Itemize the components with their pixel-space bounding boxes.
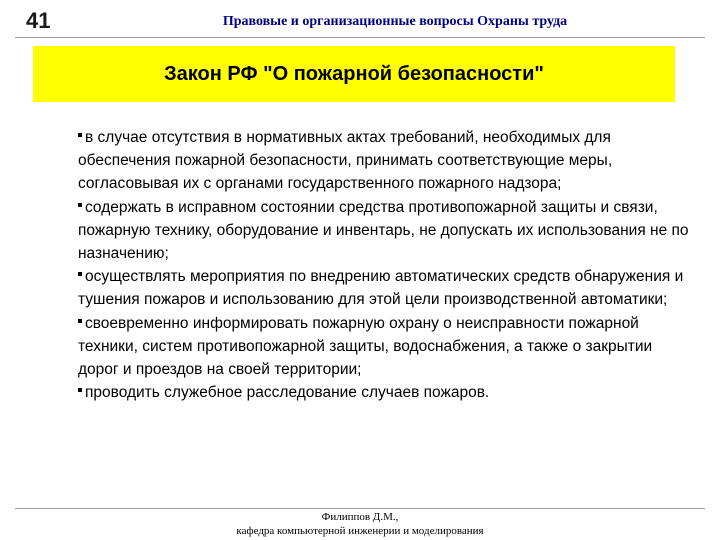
list-item xyxy=(78,126,690,196)
footer-author: Филиппов Д.М., xyxy=(321,511,399,523)
course-title: Правовые и организационные вопросы Охраны труда xyxy=(222,14,568,29)
bullet-square-icon xyxy=(78,388,82,392)
bullet-text: в случае отсутствия в нормативных актах требований, необходимых для обеспечения пожарной безопасности, принимать соответствующие меры, согласовывая их с органами государственного пожарного надзора; xyxy=(78,129,613,193)
bullet-text: проводить служебное расследование случаев пожаров. xyxy=(85,384,490,402)
slide-number: 41 xyxy=(26,8,51,33)
title-banner xyxy=(33,46,675,102)
bullet-square-icon xyxy=(78,272,82,276)
list-item xyxy=(78,312,690,382)
footer xyxy=(0,510,720,538)
slide-title: Закон РФ "О пожарной безопасности" xyxy=(164,62,544,85)
list-item xyxy=(78,196,690,266)
bullet-text: содержать в исправном состоянии средства противопожарной защиты и связи, пожарную технику, оборудование и инвентарь, не допускать их использования не по назначению; xyxy=(78,198,689,263)
bullet-text: своевременно информировать пожарную охрану о неисправности пожарной техники, систем противопожарной защиты, водоснабжения, а также о закрытии дорог и проездов на своей территории; xyxy=(78,314,653,379)
header-divider xyxy=(15,37,705,38)
bullet-square-icon xyxy=(78,203,82,207)
bullet-text: осуществлять мероприятия по внедрению автоматических средств обнаружения и тушения пожаров и использованию для этой цели производственной автоматики; xyxy=(78,268,684,309)
bullet-square-icon xyxy=(78,319,82,323)
list-item xyxy=(78,381,690,404)
bullet-list xyxy=(78,126,690,404)
footer-divider xyxy=(15,508,705,509)
footer-department: кафедра компьютерной инженерии и моделирования xyxy=(236,525,484,537)
bullet-square-icon xyxy=(78,133,82,137)
list-item xyxy=(78,265,690,311)
